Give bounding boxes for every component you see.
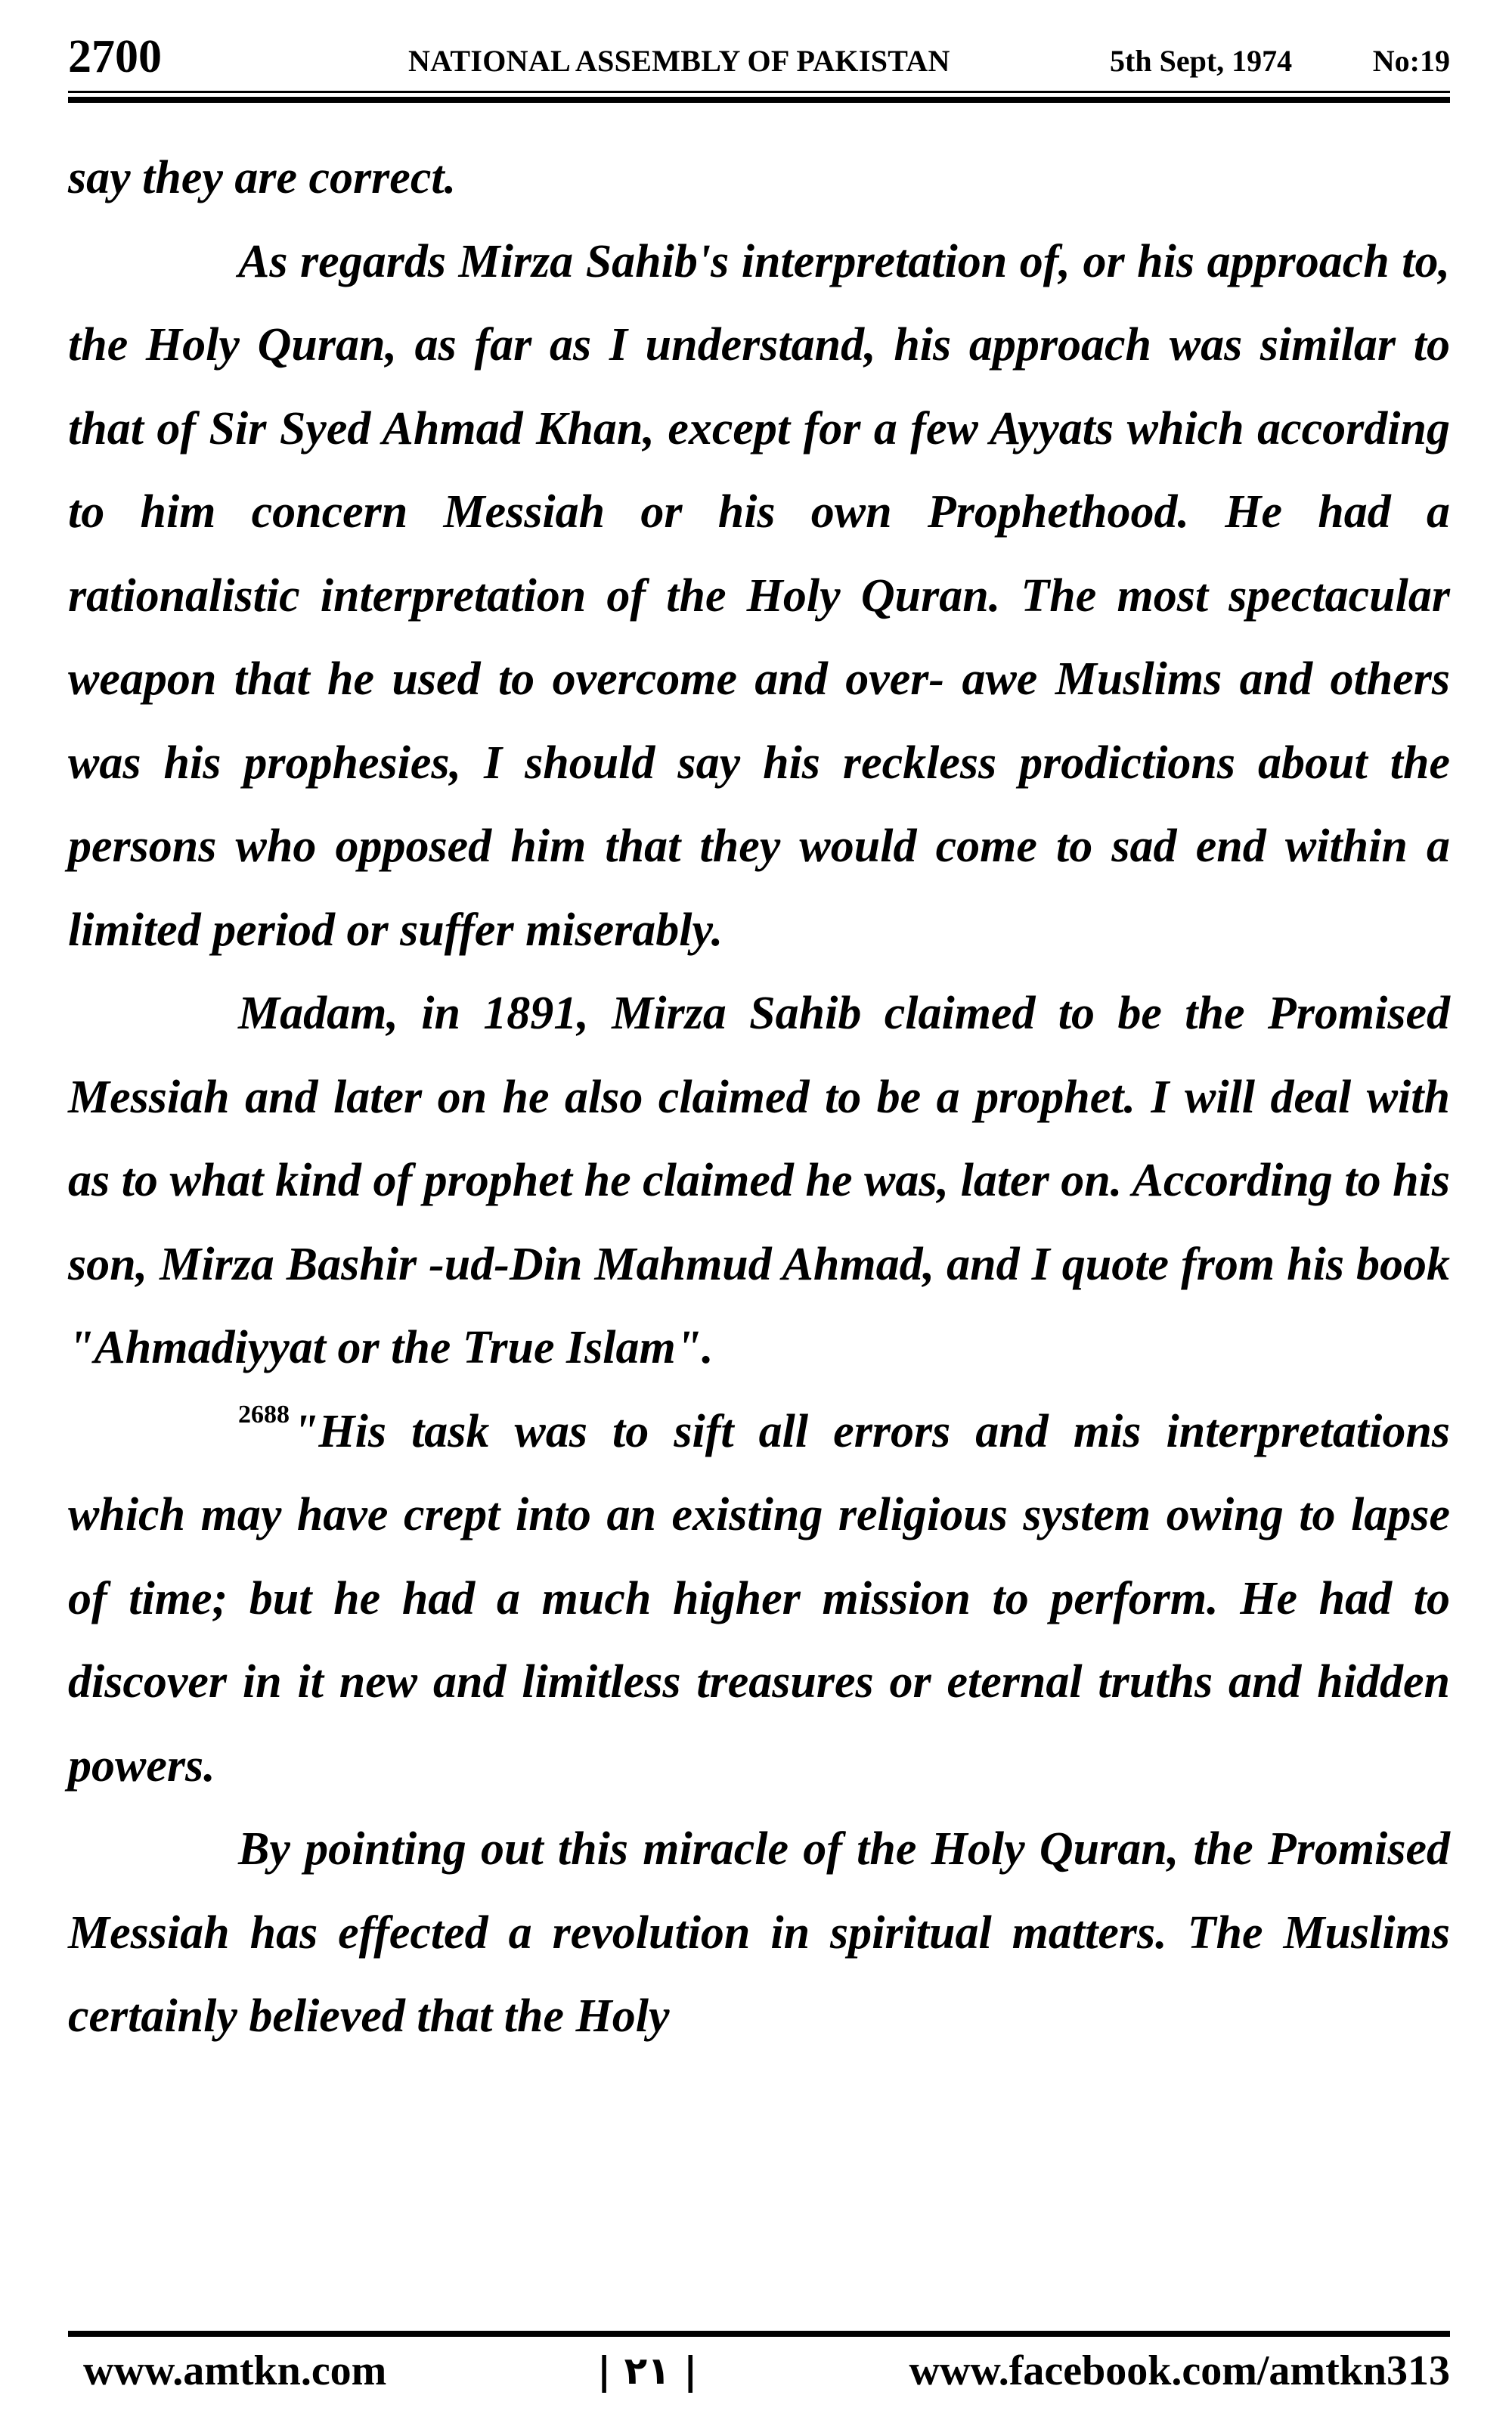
footnote-reference: 2688 bbox=[238, 1400, 290, 1429]
header-title: NATIONAL ASSEMBLY OF PAKISTAN bbox=[408, 44, 950, 78]
footer-website-link[interactable]: www.amtkn.com bbox=[83, 2347, 387, 2394]
paragraph-4-quote bbox=[68, 1390, 1450, 1808]
paragraph-5: By pointing out this miracle of the Holy Quran, the Promised Messiah has effected a revolution in spiritual matters. The Muslims certainly believed that the Holy bbox=[68, 1823, 1450, 2042]
page-footer bbox=[68, 2344, 1450, 2397]
header-rule-thin bbox=[68, 91, 1450, 93]
footer-facebook-link[interactable]: www.facebook.com/amtkn313 bbox=[909, 2347, 1450, 2394]
paragraph-2: As regards Mirza Sahib's interpretation of, or his approach to, the Holy Quran, as far as I understand, his approach was similar to that of Sir Syed Ahmad Khan, except for a few Ayyats which according to him concern Messiah or his own Prophethood. He had a rationalistic interpretation of the Holy Quran. The most spectacular weapon that he used to overcome and over- awe Muslims and others was his prophesies, I should say his reckless prodictions about the persons who opposed him that they would come to sad end within a limited period or suffer miserably. bbox=[68, 235, 1450, 956]
paragraph-1: say they are correct. bbox=[68, 152, 457, 203]
body-text bbox=[68, 136, 1450, 2059]
header-rule-thick bbox=[68, 97, 1450, 103]
page-number: 2700 bbox=[68, 31, 162, 82]
header-issue-number: No:19 bbox=[1372, 44, 1450, 78]
quote-text: "His task was to sift all errors and mis interpretations which may have crept into an existing religious system owing to lapse of time; but he had a much higher mission to perform. He had to discover in it new and limitless treasures or eternal truths and hidden powers. bbox=[68, 1405, 1450, 1792]
paragraph-3: Madam, in 1891, Mirza Sahib claimed to be the Promised Messiah and later on he also claimed to be a prophet. I will deal with as to what kind of prophet he claimed he was, later on. According to his son, Mirza Bashir -ud-Din Mahmud Ahmad, and I quote from his book "Ahmadiyyat or the True Islam". bbox=[68, 988, 1450, 1373]
page-header bbox=[68, 30, 1450, 91]
header-date: 5th Sept, 1974 bbox=[1110, 44, 1293, 78]
footer-page-mark: | ۲۱ | bbox=[597, 2349, 698, 2393]
footer-rule bbox=[68, 2331, 1450, 2337]
